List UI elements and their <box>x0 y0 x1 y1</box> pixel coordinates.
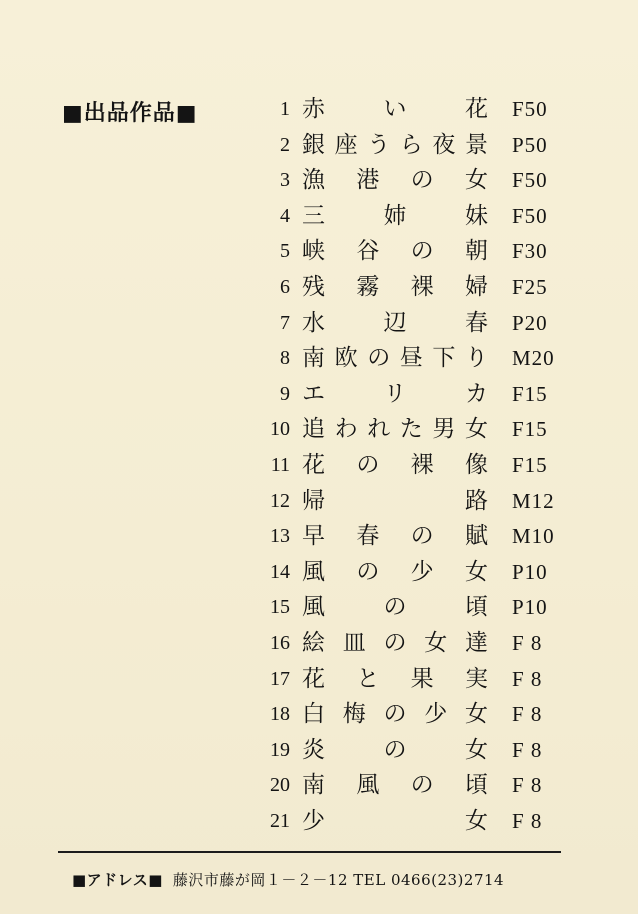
work-title <box>302 484 488 520</box>
work-title-char: 女 <box>465 701 488 728</box>
work-number: 19 <box>270 738 290 761</box>
work-title-char: 景 <box>464 131 488 158</box>
work-canvas-size: F15 <box>512 381 548 406</box>
work-number: 9 <box>280 382 290 405</box>
list-item <box>258 697 578 733</box>
work-title-char: 追 <box>302 416 325 443</box>
list-item <box>258 128 578 164</box>
work-canvas-size: M10 <box>512 524 555 549</box>
exhibited-works-heading: ■出品作品■ <box>62 101 198 126</box>
work-title-char: 南 <box>302 772 325 799</box>
work-number: 7 <box>280 311 290 334</box>
work-title-char: 女 <box>465 736 488 763</box>
work-title-char: 果 <box>410 665 434 692</box>
work-title <box>302 270 488 306</box>
list-item <box>258 341 578 377</box>
work-title-char: 南 <box>302 345 325 372</box>
work-title-char: 皿 <box>342 629 366 656</box>
work-title-char: 妹 <box>465 202 488 229</box>
work-title-char: 欧 <box>334 345 358 372</box>
list-item <box>258 519 578 555</box>
address-line <box>72 869 504 890</box>
divider-line <box>58 851 561 853</box>
work-title-char: 銀 <box>302 131 325 158</box>
work-canvas-size: F30 <box>512 239 548 264</box>
list-item <box>258 412 578 448</box>
work-canvas-size: F15 <box>512 452 548 477</box>
work-title-char: 風 <box>302 558 325 585</box>
work-canvas-size: P20 <box>512 310 548 335</box>
work-title-char: 賦 <box>464 523 488 550</box>
work-title <box>302 555 488 591</box>
work-canvas-size: F 8 <box>512 773 543 798</box>
work-title-char: の <box>410 167 434 194</box>
work-title-char: 女 <box>464 558 488 585</box>
work-title-char: 漁 <box>302 167 325 194</box>
work-title-char: 花 <box>302 665 325 692</box>
work-title <box>302 412 488 448</box>
work-title-char: エ <box>302 380 325 407</box>
work-title-char: の <box>383 736 407 763</box>
work-title-char: 峡 <box>302 238 325 265</box>
work-title-char: 花 <box>465 96 488 122</box>
work-title-char: 姉 <box>383 202 407 229</box>
work-number: 16 <box>270 631 290 654</box>
work-title-char: 港 <box>356 167 380 194</box>
list-item <box>258 484 578 520</box>
work-title <box>302 590 488 626</box>
work-title-char: 座 <box>334 131 358 158</box>
work-title-char: の <box>367 345 391 372</box>
work-title-char: 像 <box>464 451 488 478</box>
work-title-char: リ <box>383 380 407 407</box>
list-item <box>258 448 578 484</box>
work-title-char: の <box>410 772 434 799</box>
work-title-char: 路 <box>465 487 488 514</box>
work-title-char: 少 <box>424 701 448 728</box>
work-title-char: の <box>410 523 434 550</box>
work-title-char: 水 <box>302 309 325 336</box>
work-title-char: 風 <box>356 772 380 799</box>
work-canvas-size: F50 <box>512 203 548 228</box>
work-title-char: 辺 <box>383 309 407 336</box>
works-list <box>258 92 578 839</box>
work-title-char: 朝 <box>464 238 488 265</box>
work-title-char: わ <box>334 416 358 443</box>
list-item <box>258 306 578 342</box>
work-title-char: 女 <box>465 807 488 834</box>
work-title-char: 下 <box>432 345 456 372</box>
work-number: 11 <box>270 453 290 476</box>
work-title-char: 裸 <box>410 273 434 300</box>
work-title-char: 絵 <box>302 629 325 656</box>
work-title-char: の <box>356 451 380 478</box>
work-title-char: 男 <box>432 416 456 443</box>
work-title-char: 花 <box>302 451 325 478</box>
work-title-char: 梅 <box>342 701 366 728</box>
work-canvas-size: M20 <box>512 346 555 371</box>
work-title-char: 三 <box>302 202 325 229</box>
work-title <box>302 697 488 733</box>
work-title <box>302 163 488 199</box>
work-canvas-size: F50 <box>512 168 548 193</box>
work-title-char: の <box>383 629 407 656</box>
work-canvas-size: P10 <box>512 595 548 620</box>
work-title-char: 婦 <box>464 273 488 300</box>
work-title-char: 春 <box>356 523 380 550</box>
list-item <box>258 92 578 128</box>
address-label: ■アドレス■ <box>72 871 163 889</box>
work-title-char: れ <box>367 416 391 443</box>
work-number: 21 <box>270 809 290 832</box>
work-title-char: の <box>383 701 407 728</box>
work-title-char: 実 <box>464 665 488 692</box>
work-title-char: ら <box>399 131 423 158</box>
work-title-char: カ <box>465 380 488 407</box>
work-title <box>302 306 488 342</box>
list-item <box>258 590 578 626</box>
work-number: 17 <box>270 667 290 690</box>
work-number: 5 <box>280 240 290 263</box>
work-number: 8 <box>280 347 290 370</box>
work-title-char: 頃 <box>465 594 488 621</box>
work-title <box>302 768 488 804</box>
work-canvas-size: F 8 <box>512 702 543 727</box>
work-number: 20 <box>270 774 290 797</box>
work-title-char: 女 <box>464 416 488 443</box>
work-title-char: と <box>356 665 380 692</box>
work-title <box>302 519 488 555</box>
work-title-char: い <box>383 96 407 122</box>
list-item <box>258 270 578 306</box>
work-title-char: 谷 <box>356 238 380 265</box>
work-title <box>302 341 488 377</box>
work-canvas-size: F 8 <box>512 808 543 833</box>
work-canvas-size: F50 <box>512 97 548 121</box>
work-title <box>302 448 488 484</box>
list-item <box>258 377 578 413</box>
work-canvas-size: M12 <box>512 488 555 513</box>
work-title-char: 炎 <box>302 736 325 763</box>
work-title-char: 少 <box>302 807 325 834</box>
list-item <box>258 733 578 769</box>
work-title <box>302 377 488 413</box>
work-number: 13 <box>270 525 290 548</box>
work-number: 12 <box>270 489 290 512</box>
work-title <box>302 626 488 662</box>
work-number: 14 <box>270 560 290 583</box>
work-title-char: の <box>356 558 380 585</box>
work-canvas-size: F 8 <box>512 737 543 762</box>
work-title <box>302 234 488 270</box>
work-title-char: 女 <box>464 167 488 194</box>
list-item <box>258 804 578 840</box>
work-title-char: 残 <box>302 273 325 300</box>
work-number: 18 <box>270 703 290 726</box>
work-title-char: 春 <box>465 309 488 336</box>
work-title-char: 頃 <box>464 772 488 799</box>
work-number: 1 <box>280 98 290 120</box>
work-title <box>302 804 488 840</box>
work-title-char: 昼 <box>399 345 423 372</box>
work-canvas-size: F15 <box>512 417 548 442</box>
list-item <box>258 163 578 199</box>
work-title-char: う <box>367 131 391 158</box>
work-title-char: た <box>399 416 423 443</box>
work-title-char: 裸 <box>410 451 434 478</box>
list-item <box>258 234 578 270</box>
work-title-char: の <box>410 238 434 265</box>
work-title-char: 達 <box>465 629 488 656</box>
work-title <box>302 662 488 698</box>
list-item <box>258 626 578 662</box>
work-title-char: 赤 <box>302 96 325 122</box>
work-title-char: 早 <box>302 523 325 550</box>
work-canvas-size: F 8 <box>512 630 543 655</box>
work-title <box>302 199 488 235</box>
work-number: 6 <box>280 275 290 298</box>
work-number: 15 <box>270 596 290 619</box>
list-item <box>258 199 578 235</box>
address-text: 藤沢市藤が岡１－２－12 TEL 0466(23)2714 <box>172 871 505 889</box>
work-number: 10 <box>270 418 290 441</box>
work-title-char: 風 <box>302 594 325 621</box>
work-title-char: 霧 <box>356 273 380 300</box>
work-title <box>302 128 488 164</box>
work-number: 2 <box>280 133 290 156</box>
work-title-char: り <box>464 345 488 372</box>
work-canvas-size: F25 <box>512 274 548 299</box>
work-title-char: 女 <box>424 629 448 656</box>
work-canvas-size: P50 <box>512 132 548 157</box>
work-title-char: の <box>383 594 407 621</box>
work-title <box>302 92 488 128</box>
list-item <box>258 768 578 804</box>
work-canvas-size: F 8 <box>512 666 543 691</box>
work-number: 4 <box>280 204 290 227</box>
work-title-char: 白 <box>302 701 325 728</box>
work-title <box>302 733 488 769</box>
work-title-char: 少 <box>410 558 434 585</box>
work-title-char: 帰 <box>302 487 325 514</box>
work-canvas-size: P10 <box>512 559 548 584</box>
work-title-char: 夜 <box>432 131 456 158</box>
work-number: 3 <box>280 169 290 192</box>
list-item <box>258 555 578 591</box>
list-item <box>258 662 578 698</box>
